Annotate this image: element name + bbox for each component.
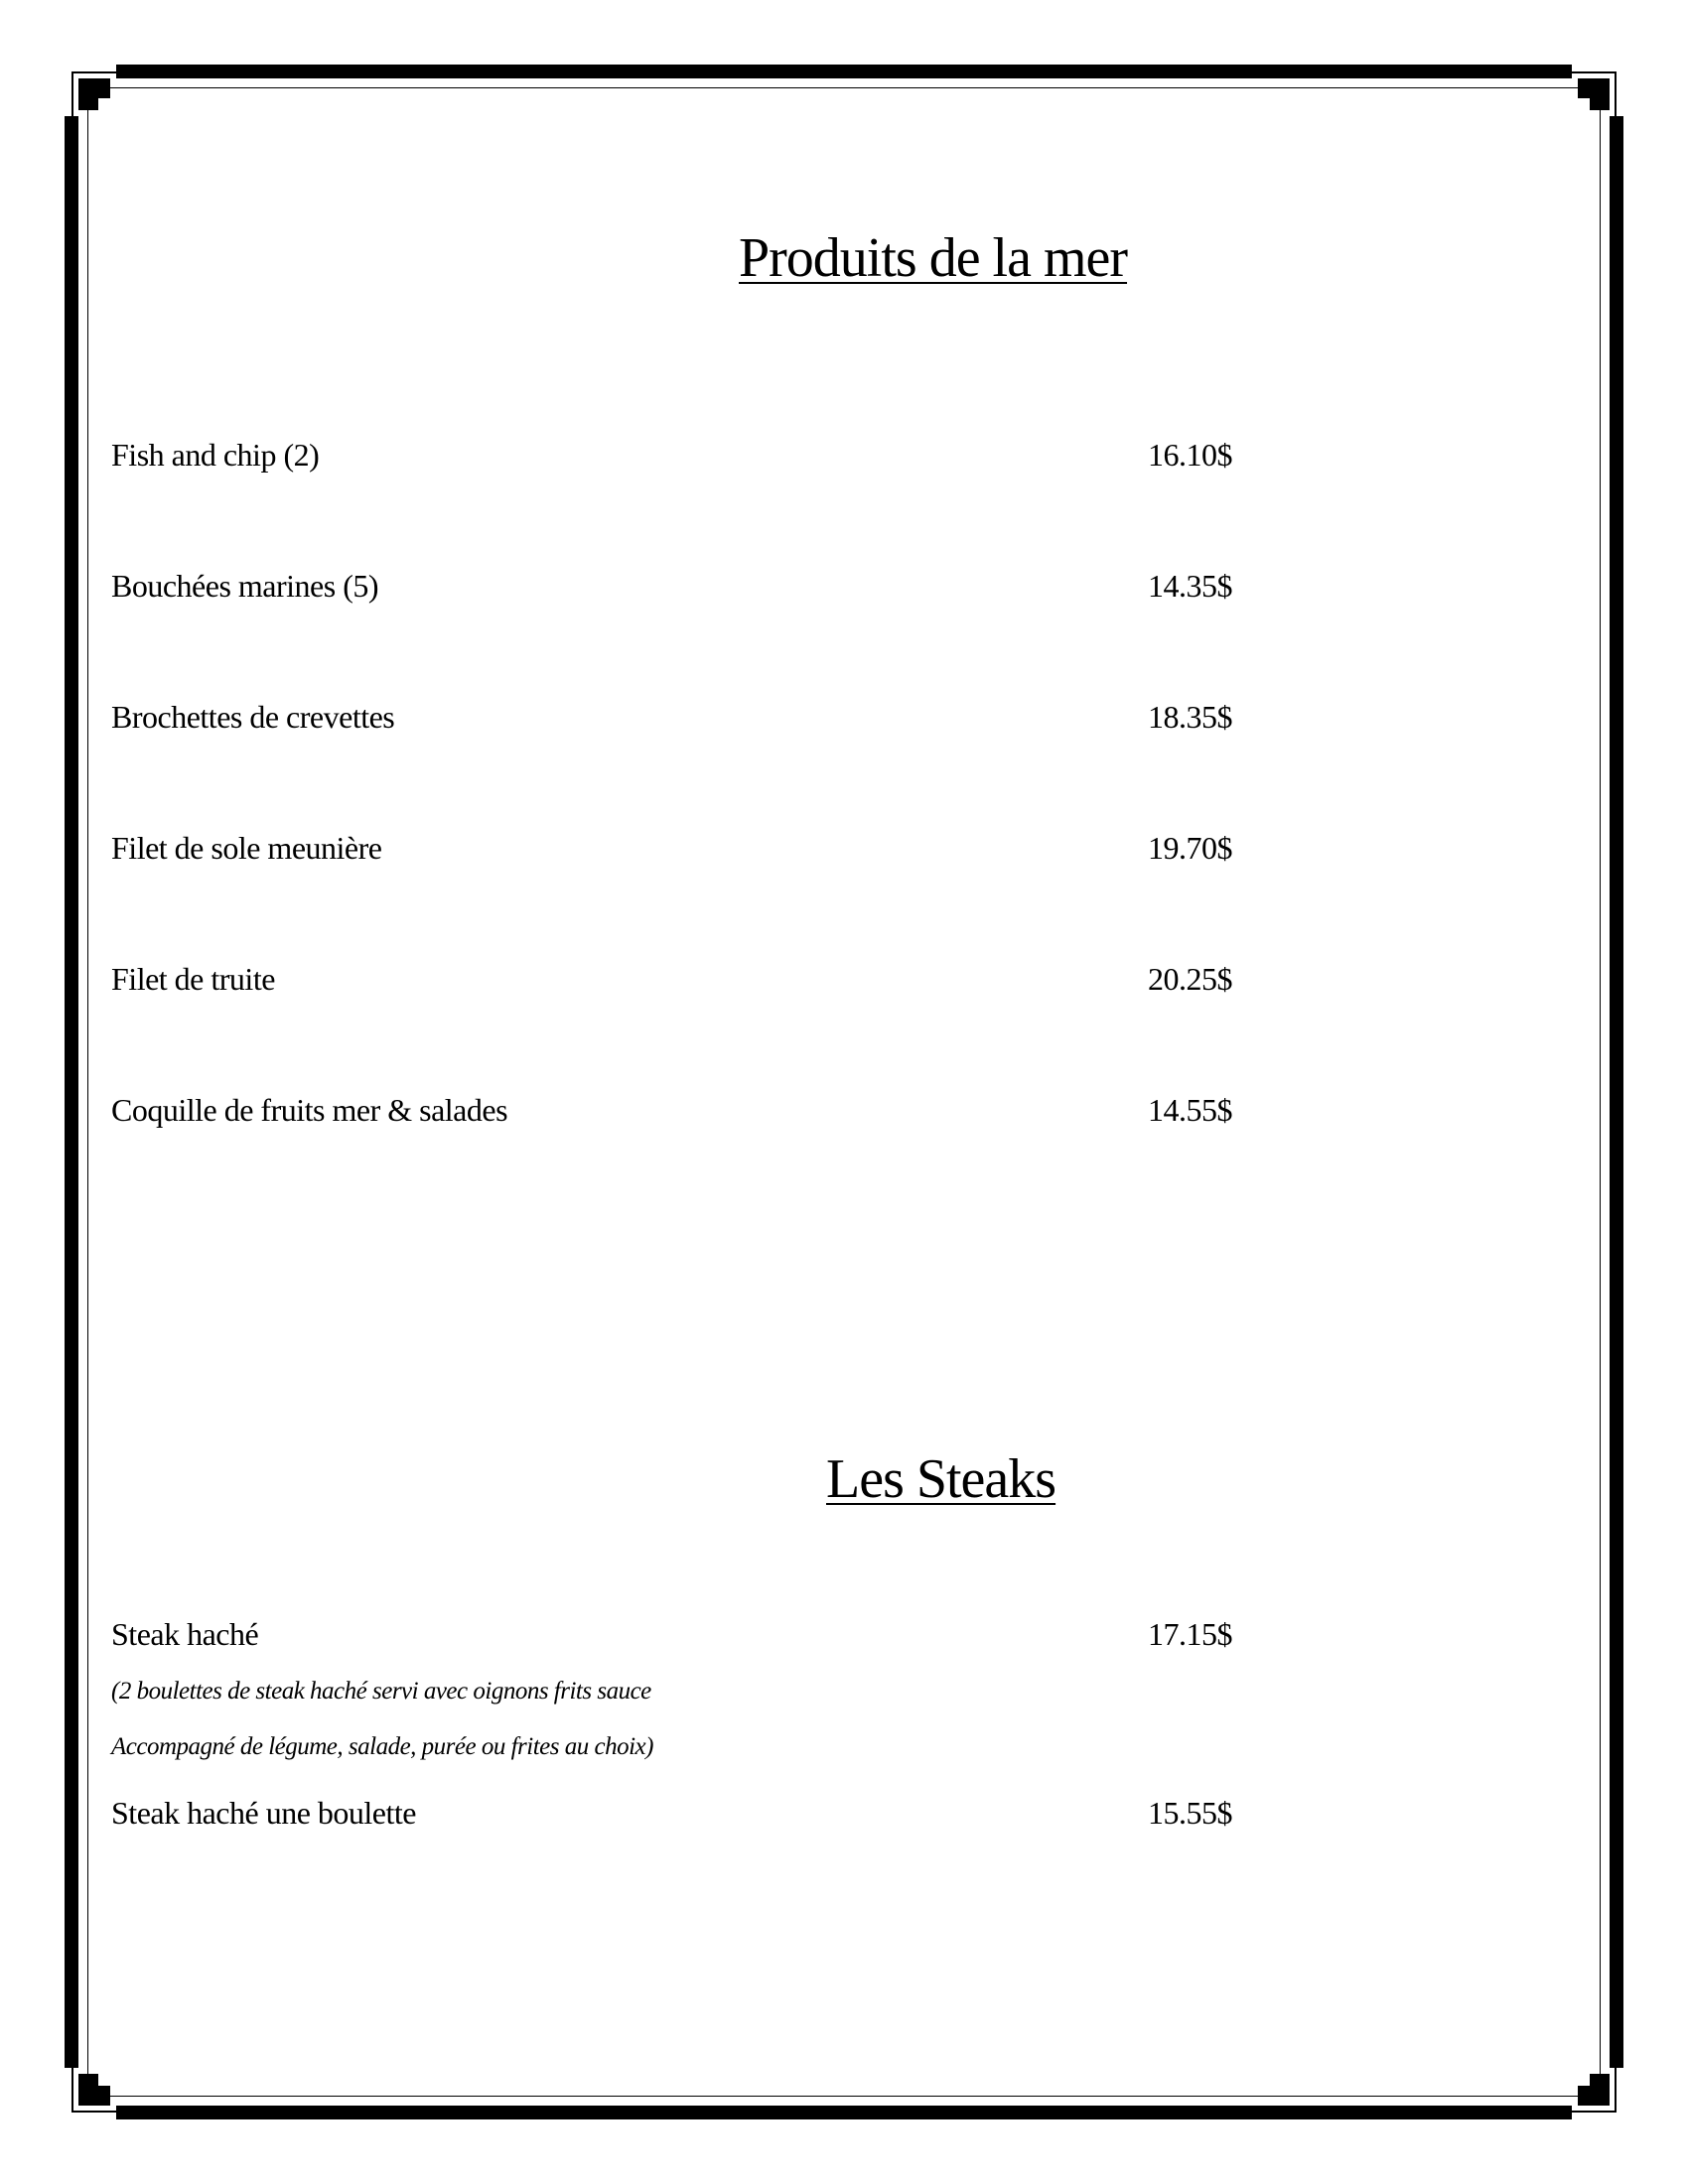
frame-left-bar [65,116,78,2068]
frame-bottom-bar [116,2106,1572,2119]
menu-item-price: 17.15$ [1148,1616,1232,1652]
frame-corner-bottom-right [1578,2086,1610,2106]
menu-item-name: Brochettes de crevettes [111,699,395,735]
menu-item-description: (2 boulettes de steak haché servi avec oignons frits sauce [111,1678,651,1705]
frame-corner-top-left [78,78,110,98]
menu-item-name: Fish and chip (2) [111,437,320,473]
frame-right-bar [1610,116,1623,2068]
menu-item-price: 20.25$ [1148,961,1232,997]
menu-item-description: Accompagné de légume, salade, purée ou frites au choix) [111,1733,653,1760]
menu-item-price: 18.35$ [1148,699,1232,735]
menu-item-name: Filet de truite [111,961,275,997]
menu-item-price: 14.35$ [1148,568,1232,604]
frame-corner-top-right [1578,78,1610,98]
frame-corner-bottom-left [78,2086,110,2106]
menu-item-name: Bouchées marines (5) [111,568,379,604]
menu-item-price: 19.70$ [1148,830,1232,866]
section-title-steaks: Les Steaks [826,1448,1056,1510]
frame-top-bar [116,65,1572,78]
menu-item-name: Steak haché une boulette [111,1795,416,1831]
section-title-seafood: Produits de la mer [739,227,1128,289]
menu-item-price: 16.10$ [1148,437,1232,473]
menu-item-price: 14.55$ [1148,1092,1232,1128]
menu-item-name: Filet de sole meunière [111,830,382,866]
menu-item-price: 15.55$ [1148,1795,1232,1831]
menu-item-name: Steak haché [111,1616,259,1652]
menu-item-name: Coquille de fruits mer & salades [111,1092,508,1128]
